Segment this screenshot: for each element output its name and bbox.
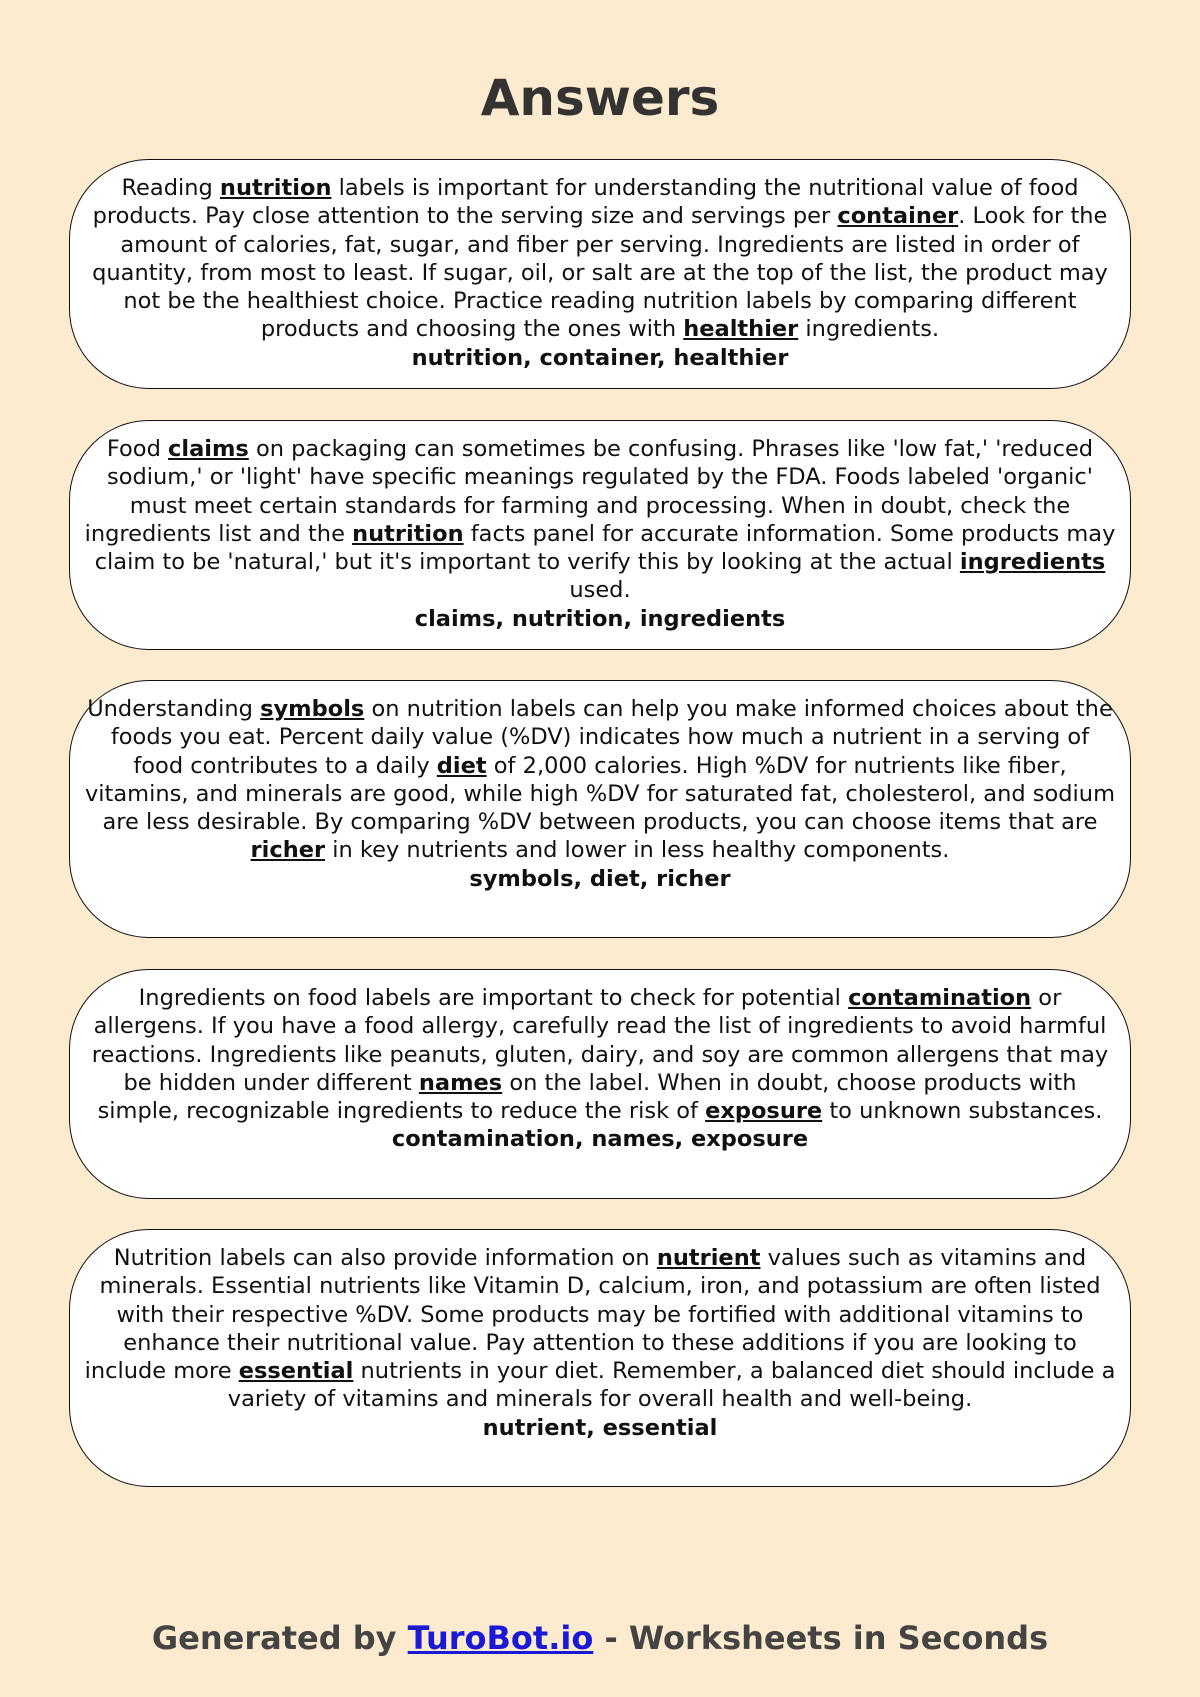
answer-card (69, 159, 1131, 389)
passage-text: Nutrition labels can also provide information on nutrient values such as vitamins and minerals. Essential nutrients like Vitamin D, calcium, iron, and potassium are often listed with their respective %DV. Some products may be fortified with additional vitamins to enhance their nutritional value. Pay attention to these additions if you are looking to include more essential nutrients in your diet. Remember, a balanced diet should include a variety of vitamins and minerals for overall health and well-being. (84, 1245, 1116, 1413)
keyword: nutrient (656, 1245, 761, 1271)
answer-card (69, 969, 1131, 1199)
keyword: symbols (260, 696, 365, 722)
keyword: ingredients (959, 549, 1106, 576)
turobot-link[interactable]: TuroBot.io (407, 1619, 594, 1657)
answer-key: contamination, names, exposure (391, 1126, 809, 1153)
keyword: richer (250, 837, 326, 864)
keyword: contamination (848, 985, 1032, 1011)
answer-key: nutrient, essential (482, 1414, 718, 1441)
answer-key: nutrition, container, healthier (411, 344, 789, 371)
footer-suffix: - Worksheets in Seconds (593, 1619, 1049, 1657)
keyword: essential (238, 1358, 354, 1385)
answer-card (69, 680, 1131, 938)
keyword: diet (436, 752, 487, 779)
passage-text: Food claims on packaging can sometimes be confusing. Phrases like 'low fat,' 'reduced sodium,' or 'light' have specific meanings regulated by the FDA. Foods labeled 'organic' must meet certain standards for farming and processing. When in doubt, check the ingredients list and the nutrition facts panel for accurate information. Some products may claim to be 'natural,' but it's important to verify this by looking at the actual ingredients used. (84, 436, 1116, 604)
answer-card (69, 420, 1131, 650)
passage-text: Ingredients on food labels are important to check for potential contamination or allergens. If you have a food allergy, carefully read the list of ingredients to avoid harmful reactions. Ingredients like peanuts, gluten, dairy, and soy are common allergens that may be hidden under different names on the label. When in doubt, choose products with simple, recognizable ingredients to reduce the risk of exposure to unknown substances. (91, 985, 1109, 1125)
keyword: claims (168, 436, 249, 462)
answer-key: symbols, diet, richer (469, 865, 731, 892)
keyword: names (418, 1069, 503, 1096)
passage-text: Understanding symbols on nutrition labels can help you make informed choices about the foods you eat. Percent daily value (%DV) indicates how much a nutrient in a serving of food contributes to a daily diet of 2,000 calories. High %DV for nutrients like fiber, vitamins, and minerals are good, while high %DV for saturated fat, cholesterol, and sodium are less desirable. By comparing %DV between products, you can choose items that are richer in key nutrients and lower in less healthy components. (84, 696, 1115, 864)
keyword: nutrition (219, 175, 332, 201)
answer-key: claims, nutrition, ingredients (414, 605, 786, 632)
page-title: Answers (480, 69, 720, 127)
keyword: healthier (683, 316, 799, 343)
footer (0, 1618, 1200, 1658)
answer-card (69, 1229, 1131, 1487)
keyword: exposure (705, 1098, 823, 1125)
keyword: container (837, 203, 959, 230)
keyword: nutrition (352, 520, 464, 547)
passage-text: Reading nutrition labels is important for understanding the nutritional value of food products. Pay close attention to the serving size and servings per container. Look for the amount of calories, fat, sugar, and fiber per serving. Ingredients are listed in order of quantity, from most to least. If sugar, oil, or salt are at the top of the list, the product may not be the healthiest choice. Practice reading nutrition labels by comparing different products and choosing the ones with healthier ingredients. (92, 175, 1108, 343)
footer-prefix: Generated by (151, 1619, 408, 1657)
